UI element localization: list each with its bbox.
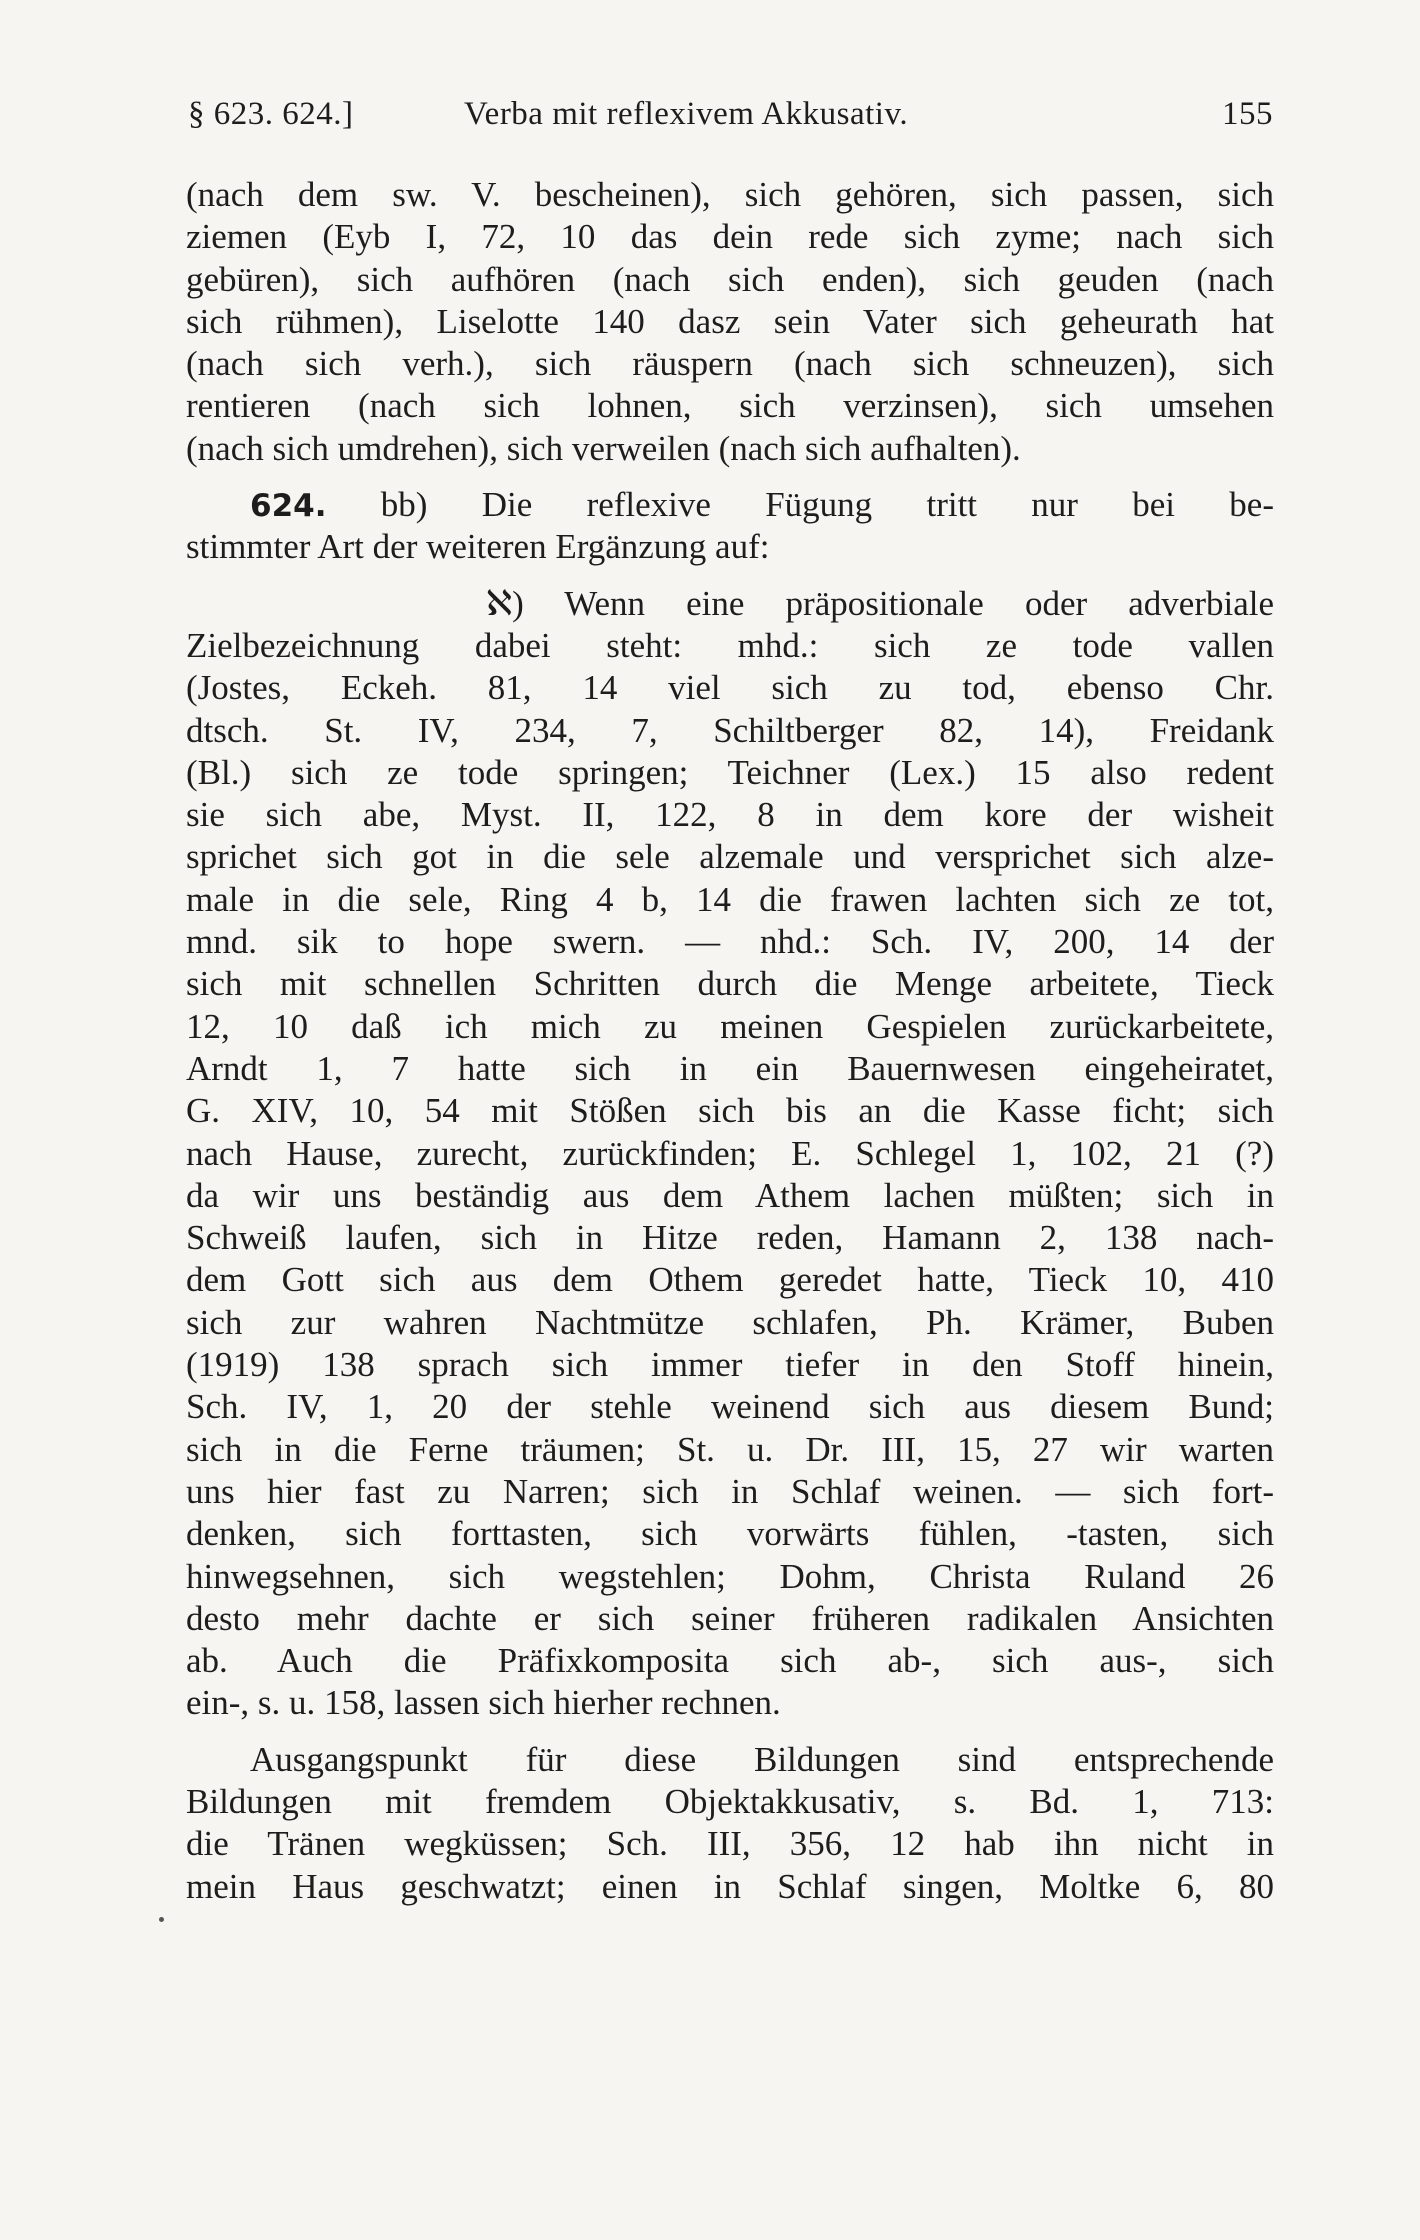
text-line: sie sich abe, Myst. II, 122, 8 in dem kore der wisheit	[186, 795, 1274, 835]
text-line: ziemen (Eyb I, 72, 10 das dein rede sich zyme; nach sich	[186, 217, 1274, 257]
text-line: dem Gott sich aus dem Othem geredet hatte, Tieck 10, 410	[186, 1260, 1274, 1300]
text-line: (nach sich umdrehen), sich verweilen (nach sich aufhalten).	[186, 428, 1021, 468]
text-line: sich rühmen), Liselotte 140 dasz sein Vater sich geheurath hat	[186, 301, 1274, 341]
text-line: Ausgangspunkt für diese Bildungen sind entsprechende	[250, 1739, 1274, 1779]
text-line: stimmter Art der weiteren Ergänzung auf:	[186, 527, 770, 567]
text-line: (nach sich verh.), sich räuspern (nach sich schneuzen), sich	[186, 344, 1274, 384]
text-line: (1919) 138 sprach sich immer tiefer in den Stoff hinein,	[186, 1345, 1274, 1385]
text-line: nach Hause, zurecht, zurückfinden; E. Schlegel 1, 102, 21 (?)	[186, 1133, 1274, 1173]
text-line: Schweiß laufen, sich in Hitze reden, Hamann 2, 138 nach-	[186, 1218, 1274, 1258]
text-line: Sch. IV, 1, 20 der stehle weinend sich aus diesem Bund;	[186, 1387, 1274, 1427]
text-line: die Tränen wegküssen; Sch. III, 356, 12 hab ihn nicht in	[186, 1824, 1274, 1864]
text-line: bb) Die reflexive Fügung tritt nur bei be-	[380, 485, 1274, 525]
header-section-ref: § 623. 624.]	[188, 96, 354, 132]
text-line: Arndt 1, 7 hatte sich in ein Bauernwesen eingeheiratet,	[186, 1048, 1274, 1088]
text-line: hinwegsehnen, sich wegstehlen; Dohm, Christa Ruland 26	[186, 1556, 1274, 1596]
text-line: rentieren (nach sich lohnen, sich verzinsen), sich umsehen	[186, 386, 1274, 426]
section-624-first-line	[186, 484, 1274, 526]
text-line: Bildungen mit fremdem Objektakkusativ, s. Bd. 1, 713:	[186, 1781, 1274, 1821]
text-line: sprichet sich got in die sele alzemale und versprichet sich alze-	[186, 837, 1274, 877]
text-line: Zielbezeichnung dabei steht: mhd.: sich ze tode vallen	[186, 625, 1274, 665]
text-line: desto mehr dachte er sich seiner früheren radikalen Ansichten	[186, 1598, 1274, 1638]
text-line: G. XIV, 10, 54 mit Stößen sich bis an die Kasse ficht; sich	[186, 1091, 1274, 1131]
text-line: sich mit schnellen Schritten durch die Menge arbeitete, Tieck	[186, 964, 1274, 1004]
header-title: Verba mit reflexivem Akkusativ.	[464, 96, 909, 132]
print-speck	[159, 1917, 164, 1922]
text-line: da wir uns beständig aus dem Athem lachen müßten; sich in	[186, 1175, 1274, 1215]
text-line: (Jostes, Eckeh. 81, 14 viel sich zu tod, ebenso Chr.	[186, 668, 1274, 708]
text-line: ein-, s. u. 158, lassen sich hierher rechnen.	[186, 1683, 781, 1723]
section-number: 624.	[250, 488, 327, 525]
text-line: uns hier fast zu Narren; sich in Schlaf weinen. — sich fort-	[186, 1471, 1274, 1511]
text-line: (Bl.) sich ze tode springen; Teichner (Lex.) 15 also redent	[186, 752, 1274, 792]
text-line: dtsch. St. IV, 234, 7, Schiltberger 82, 14), Freidank	[186, 710, 1274, 750]
text-line: denken, sich forttasten, sich vorwärts fühlen, -tasten, sich	[186, 1514, 1274, 1554]
text-line: male in die sele, Ring 4 b, 14 die frawen lachten sich ze tot,	[186, 879, 1274, 919]
page-number: 155	[1222, 96, 1273, 132]
text-line: sich zur wahren Nachtmütze schlafen, Ph. Krämer, Buben	[186, 1302, 1274, 1342]
body-text	[186, 174, 1274, 1908]
text-line: mnd. sik to hope swern. — nhd.: Sch. IV, 200, 14 der	[186, 922, 1274, 962]
running-header	[188, 96, 1273, 144]
text-line: ab. Auch die Präfixkomposita sich ab-, sich aus-, sich	[186, 1641, 1274, 1681]
text-line: gebüren), sich aufhören (nach sich enden), sich geuden (nach	[186, 259, 1274, 299]
text-line: mein Haus geschwatzt; einen in Schlaf singen, Moltke 6, 80	[186, 1866, 1274, 1906]
text-line: (nach dem sw. V. bescheinen), sich gehören, sich passen, sich	[186, 175, 1274, 214]
text-line: sich in die Ferne träumen; St. u. Dr. III, 15, 27 wir warten	[186, 1429, 1274, 1469]
text-line: 12, 10 daß ich mich zu meinen Gespielen zurückarbeitete,	[186, 1006, 1274, 1046]
text-line: ℵ) Wenn eine präpositionale oder adverbiale	[486, 583, 1274, 623]
